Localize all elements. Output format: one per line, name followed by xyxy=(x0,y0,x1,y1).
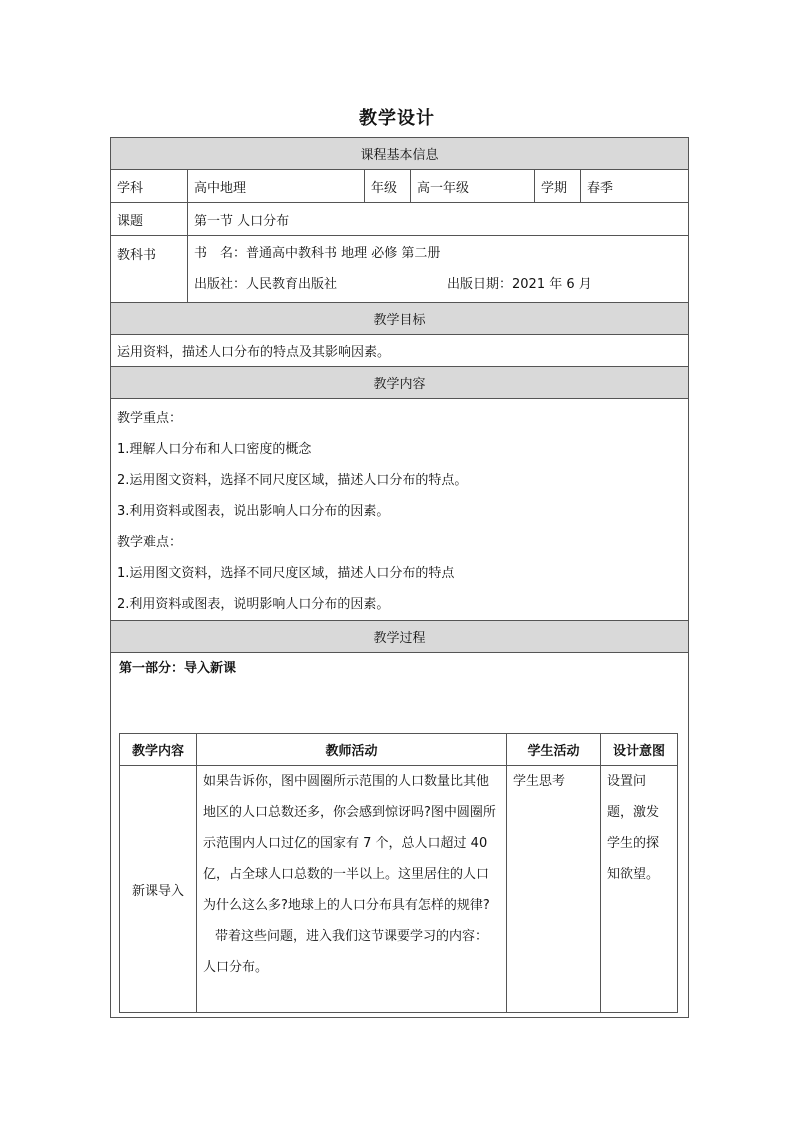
row-content: 新课导入 xyxy=(120,766,197,1013)
difficult-points-title: 教学难点： xyxy=(117,535,183,550)
header-cell: 设计意图 xyxy=(601,734,678,766)
section-title: 课程基本信息 xyxy=(111,138,689,170)
subject-value: 高中地理 xyxy=(188,170,365,203)
topic-row xyxy=(111,203,689,236)
section-title: 教学内容 xyxy=(111,367,689,399)
process-table xyxy=(119,733,678,1013)
objectives-row xyxy=(111,335,689,367)
grade-label: 年级 xyxy=(365,170,411,203)
teacher-activity-paragraph: 带着这些问题，进入我们这节课要学习的内容：人口分布。 xyxy=(203,929,489,975)
student-activity: 学生思考 xyxy=(507,766,601,1013)
section-content xyxy=(111,367,689,399)
design-intent: 设置问题，激发学生的探知欲望。 xyxy=(601,766,678,1013)
teacher-activity-paragraph: 如果告诉你，图中圆圈所示范围的人口数量比其他地区的人口总数还多，你会感到惊讶吗?图中圆圈所示范围内人口过亿的国家有 7 个，总人口超过 40 亿，占全球人口总数的一半以上。这里居住的人口为什么这么多?地球上的人口分布具有怎样的规律? xyxy=(203,774,496,913)
key-point: 1.理解人口分布和人口密度的概念 xyxy=(117,442,312,457)
book-name: 书 名：普通高中教科书 地理 必修 第二册 xyxy=(194,246,441,261)
section-basic-info xyxy=(111,138,689,170)
term-label: 学期 xyxy=(535,170,581,203)
section-title: 教学过程 xyxy=(111,621,689,653)
header-cell: 学生活动 xyxy=(507,734,601,766)
header-cell: 教师活动 xyxy=(197,734,507,766)
page-title: 教学设计 xyxy=(359,108,435,129)
key-point: 3.利用资料或图表，说出影响人口分布的因素。 xyxy=(117,504,390,519)
topic-label: 课题 xyxy=(111,203,188,236)
objectives-text: 运用资料，描述人口分布的特点及其影响因素。 xyxy=(111,335,689,367)
publisher: 出版社：人民教育出版社 xyxy=(194,277,338,292)
subject-label: 学科 xyxy=(111,170,188,203)
lesson-plan-table xyxy=(110,137,689,1018)
content-row xyxy=(111,399,689,621)
process-cell xyxy=(111,653,689,1018)
section-title: 教学目标 xyxy=(111,303,689,335)
grade-value: 高一年级 xyxy=(411,170,535,203)
publish-date: 出版日期：2021 年 6 月 xyxy=(447,277,592,292)
difficult-point: 1.运用图文资料，选择不同尺度区域，描述人口分布的特点 xyxy=(117,566,455,581)
term-value: 春季 xyxy=(581,170,689,203)
topic-value: 第一节 人口分布 xyxy=(188,203,689,236)
key-point: 2.运用图文资料，选择不同尺度区域，描述人口分布的特点。 xyxy=(117,473,468,488)
basic-info-row xyxy=(111,170,689,203)
difficult-point: 2.利用资料或图表，说明影响人口分布的因素。 xyxy=(117,597,390,612)
table-row xyxy=(120,766,678,1013)
content-cell xyxy=(111,399,689,621)
process-row xyxy=(111,653,689,1018)
textbook-label: 教科书 xyxy=(111,236,188,303)
textbook-row xyxy=(111,236,689,303)
publisher-line xyxy=(194,269,682,300)
section-process xyxy=(111,621,689,653)
process-table-header xyxy=(120,734,678,766)
teacher-activity xyxy=(197,766,507,1013)
part-title: 第一部分：导入新课 xyxy=(119,661,237,676)
section-objectives xyxy=(111,303,689,335)
header-cell: 教学内容 xyxy=(120,734,197,766)
textbook-info xyxy=(188,236,689,303)
key-points-title: 教学重点： xyxy=(117,411,183,426)
